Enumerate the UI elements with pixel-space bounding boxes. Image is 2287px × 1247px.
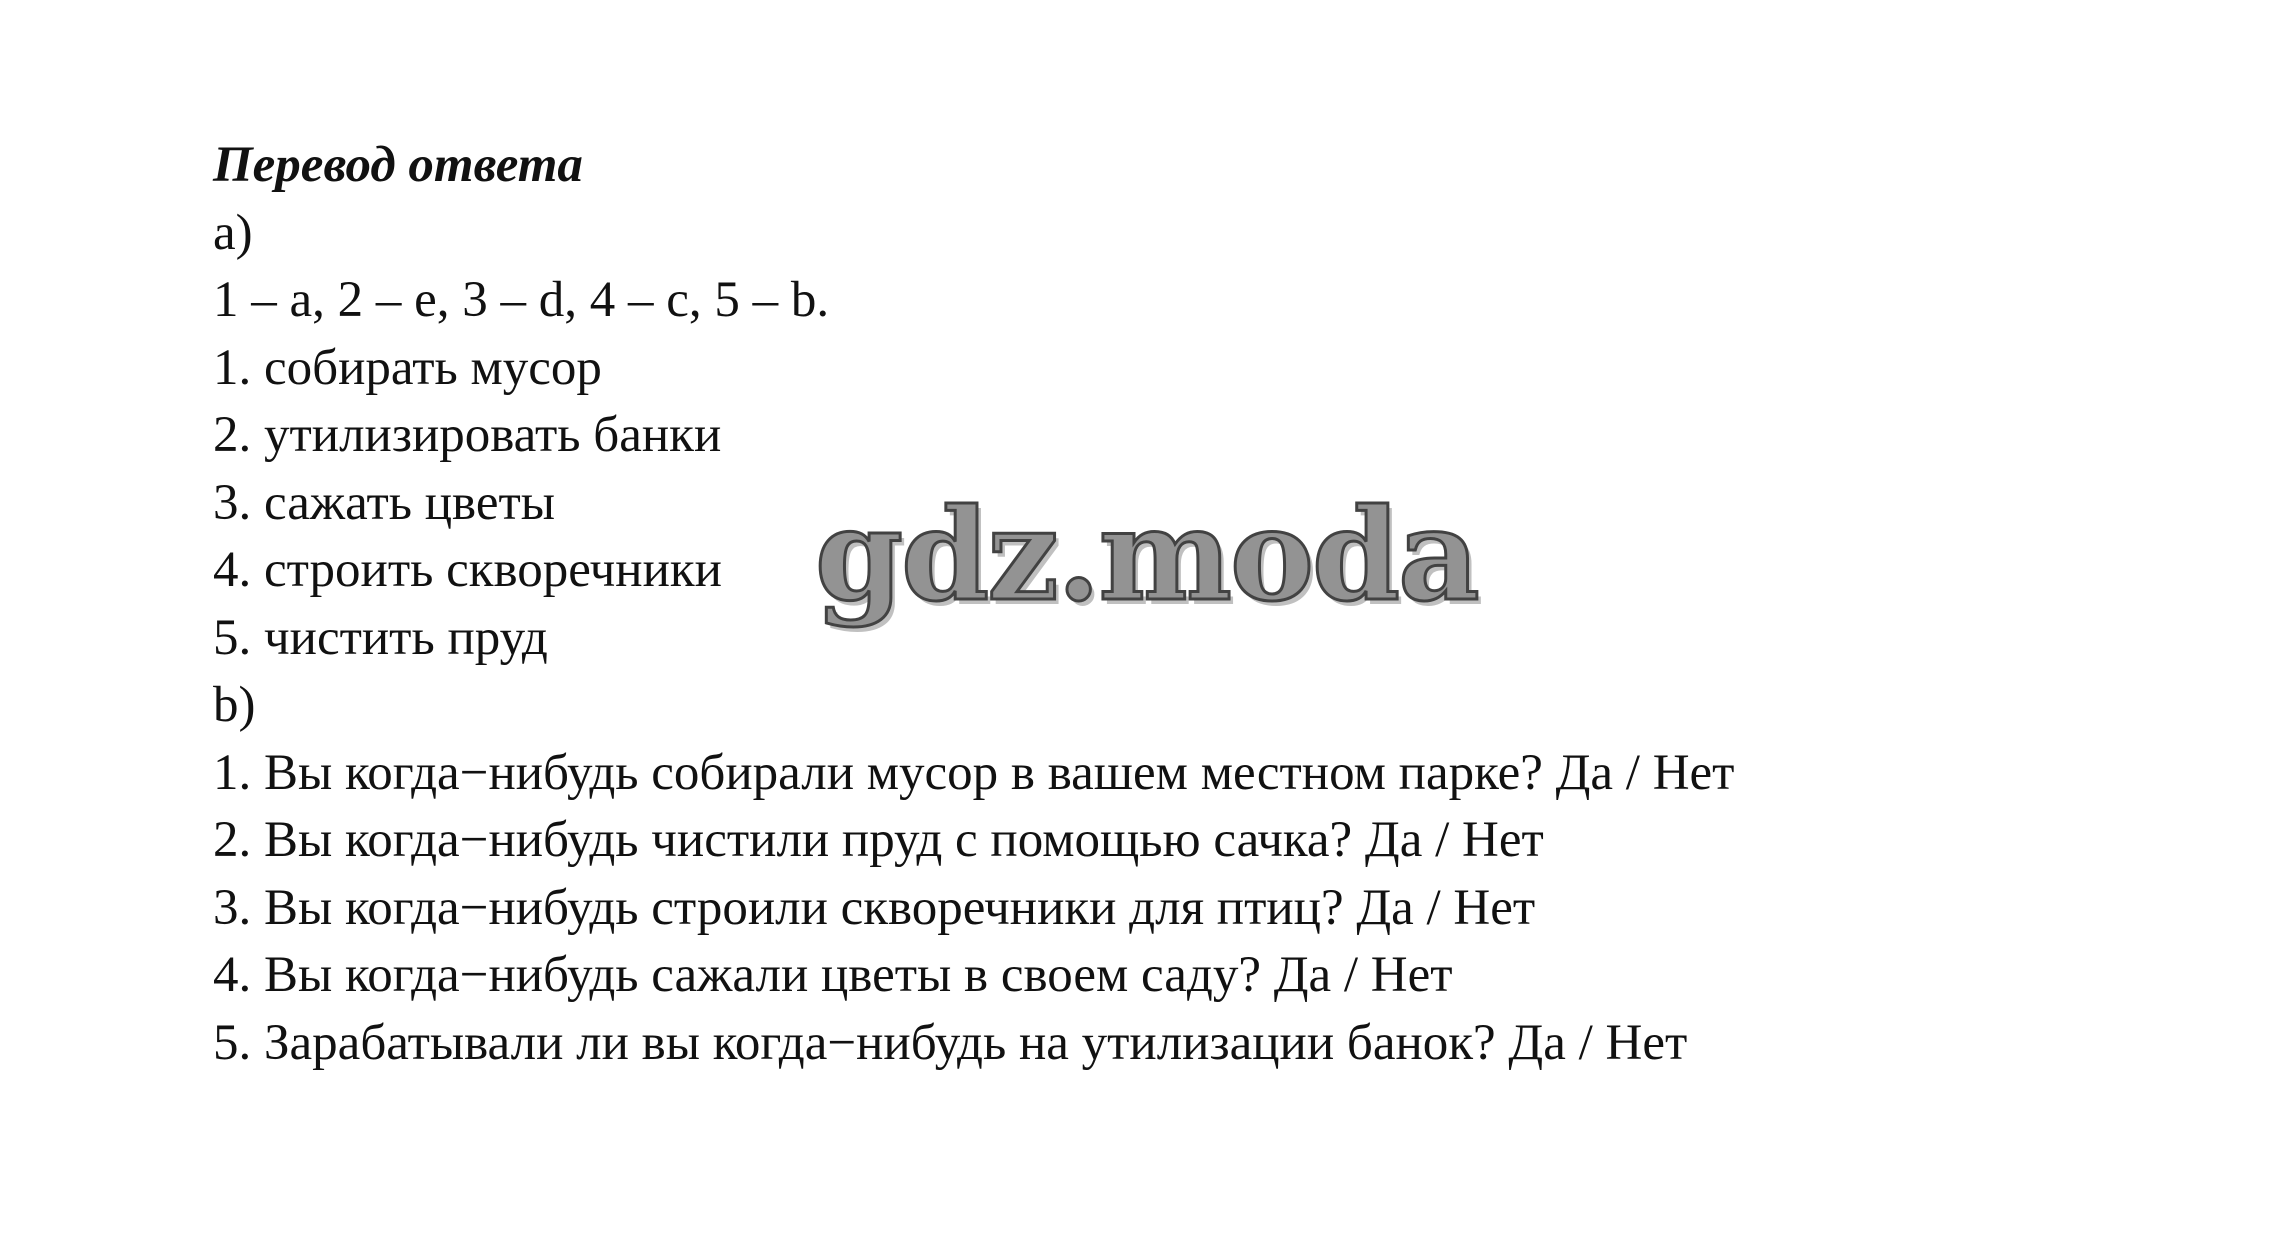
part-a-item: 2. утилизировать банки: [213, 407, 722, 463]
part-b-item: 5. Зарабатывали ли вы когда−нибудь на утилизации банок? Да / Нет: [213, 1014, 1688, 1071]
part-b-item: 2. Вы когда−нибудь чистили пруд с помощью сачка? Да / Нет: [213, 812, 1544, 868]
watermark-logo: gdz.moda: [815, 481, 1478, 629]
part-a-item: 1. собирать мусор: [213, 339, 602, 396]
part-a-item: 3. сажать цветы: [213, 474, 556, 531]
part-a-item: 4. строить скворечники: [213, 542, 722, 598]
part-a-matches: 1 – a, 2 – e, 3 – d, 4 – c, 5 – b.: [213, 272, 830, 328]
part-b-label: b): [213, 677, 256, 733]
part-a-label: a): [213, 204, 253, 261]
part-b-item: 4. Вы когда−нибудь сажали цветы в своем саду? Да / Нет: [213, 947, 1453, 1003]
part-a-item: 5. чистить пруд: [213, 609, 548, 666]
part-b-item: 1. Вы когда−нибудь собирали мусор в вашем местном парке? Да / Нет: [213, 744, 1735, 801]
heading: Перевод ответа: [213, 137, 583, 193]
part-b-item: 3. Вы когда−нибудь строили скворечники для птиц? Да / Нет: [213, 879, 1536, 936]
